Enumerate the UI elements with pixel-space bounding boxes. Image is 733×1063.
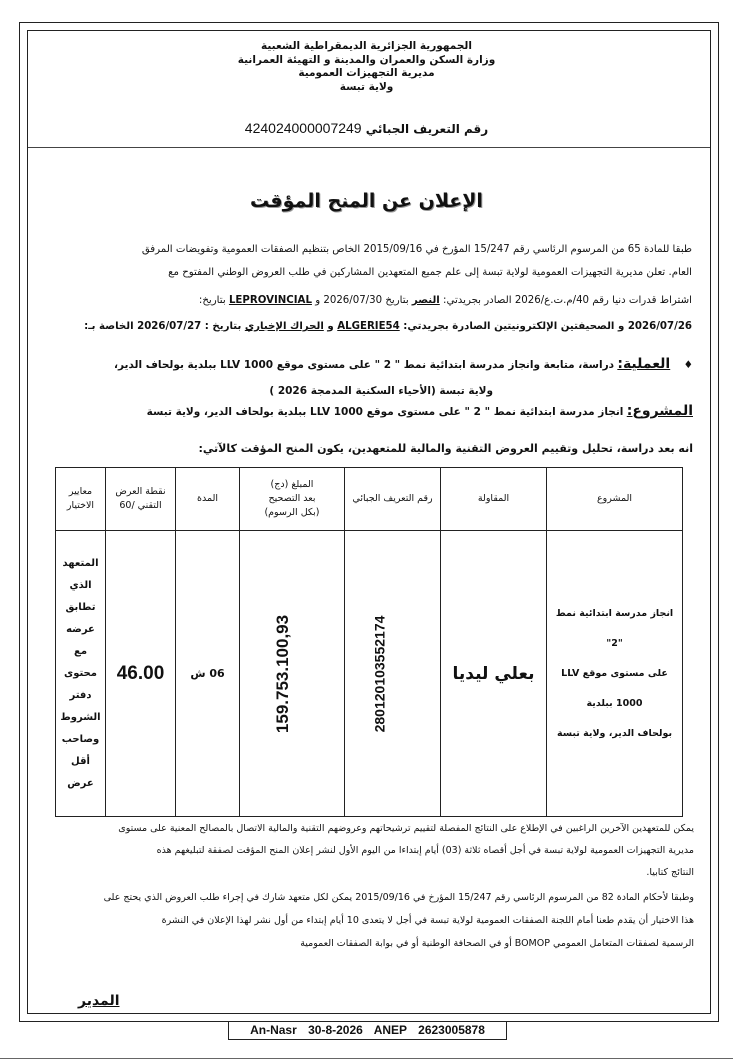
criteria-line: الشروط (60, 711, 101, 723)
footer-p2-line-2: هذا الاختيار أن يقدم طعنا أمام اللجنة الصفقات العمومية لولاية تبسة في أجل لا يتعدى 10 أيام إبتداء من أول نشر لهذا الإعلان في النشرة (161, 915, 694, 926)
criteria-line: دفتر (69, 689, 92, 701)
cell-amount-value: 159.753.100,93 (272, 614, 292, 733)
cell-project-line-2: على مستوى موقع LLV 1000 ببلدية (561, 667, 668, 709)
cell-tax-id-value: 280120103552174 (371, 615, 388, 733)
header-line-directorate: مديرية التجهيزات العمومية (298, 67, 435, 79)
th-amount-line-1: المبلغ (دج) (270, 479, 314, 490)
newspaper-hirak: الحراك الإخباري (244, 321, 324, 332)
newspaper-nasr: النصر (411, 295, 440, 306)
tax-id-label: رقم التعريف الجبائي (365, 122, 489, 136)
operation-line-2: ولاية تبسة (الأحياء السكنية المدمجة 2026 ) (269, 385, 493, 397)
cell-contractor: بعلي ليديا (441, 531, 547, 817)
cell-project-line-3: بولحاف الدير، ولاية تبسة (556, 727, 673, 739)
cell-tax-id (345, 531, 441, 817)
project-block (53, 403, 693, 419)
th-tax-id: رقم التعريف الجبائي (345, 468, 441, 531)
project-label: المشروع: (626, 403, 693, 419)
th-score-line-2: التقني /60 (119, 500, 162, 511)
intro-4a: 2026/07/26 و الصحيفتين الإلكترونيتين الصادرة بجريدتي: (403, 321, 692, 332)
table-header-row (56, 468, 683, 531)
page-title: الإعلان عن المنح المؤقت (250, 190, 483, 212)
operation-line-1: دراسة، متابعة وانجاز مدرسة ابتدائية نمط " 2 " على مستوى موقع LLV 1000 ببلدية بولحاف الدير، (114, 359, 614, 371)
th-duration: المدة (176, 468, 240, 531)
criteria-line: الذي (69, 579, 92, 591)
criteria-line: تطابق (65, 601, 96, 613)
intro-4e: بتاريخ : 2026/07/27 الخاصة بـ: (84, 321, 242, 332)
result-intro: انه بعد دراسة، تحليل وتقييم العروض التقنية والمالية للمتعهدين، يكون المنح المؤقت كالآتي: (198, 442, 693, 455)
cell-project (547, 531, 683, 817)
intro-line-2: العام. تعلن مديرية التجهيزات العمومية لولاية تبسة إلى علم جميع المتعهدين المشاركين في طلب العروض الوطني المفتوح مع (168, 267, 692, 278)
th-amount (240, 468, 345, 531)
table-row (56, 531, 683, 817)
criteria-line: أقل عرض (67, 755, 94, 789)
header-line-wilaya: ولاية تبسة (339, 80, 394, 93)
cell-duration: 06 ش (176, 531, 240, 817)
intro-3c: بتاريخ 2026/07/30 و (315, 295, 409, 306)
criteria-line: المتعهد (62, 557, 99, 569)
header-divider (28, 147, 710, 148)
newspaper-algerie54: ALGERIE54 (337, 321, 400, 332)
th-project: المشروع (547, 468, 683, 531)
criteria-line: محتوى (64, 667, 97, 679)
intro-line-3 (60, 294, 692, 307)
cell-criteria (56, 531, 106, 817)
intro-3a: اشتراط قدرات دنيا رقم 40/م.ت.ع/2026 الصادر بجريدتي: (443, 295, 692, 306)
th-amount-line-3: (بكل الرسوم) (264, 507, 320, 518)
criteria-line: وصاحب (61, 733, 100, 745)
intro-4c: و (327, 321, 334, 332)
th-contractor: المقاولة (441, 468, 547, 531)
intro-3e: بتاريخ: (198, 295, 226, 306)
tax-id-number: 424024000007249 (244, 120, 362, 136)
newspaper-leprovincial: LEPROVINCIAL (228, 295, 312, 306)
letterhead (0, 40, 733, 94)
project-text: انجاز مدرسة ابتدائية نمط " 2 " على مستوى موقع LLV 1000 ببلدية بولحاف الدير، ولاية تبسة (146, 406, 624, 418)
footer-p2-line-1: وطبقا لأحكام المادة 82 من المرسوم الرئاسي رقم 15/247 المؤرخ في 2015/09/16 يمكن لكل متعهد شارك في إجراء طلب العروض الذي يحتج على (103, 892, 694, 903)
footer-p1-line-2: مديرية التجهيزات العمومية لولاية تبسة في أجل أقصاه ثلاثة (03) أيام إبتداءا من اليوم الأول لنشر إعلان المنح المؤقت لصفقة لتبليغهم هذه (156, 845, 694, 856)
footer-p1-line-3: النتائج كتابيا. (646, 867, 694, 878)
award-table (55, 467, 683, 817)
operation-block (53, 351, 693, 404)
criteria-line: عرضه مع (66, 623, 95, 657)
cell-score: 46.00 (106, 531, 176, 817)
th-score-line-1: نقطة العرض (115, 486, 166, 497)
th-criteria (56, 468, 106, 531)
th-amount-line-2: بعد التصحيح (268, 493, 316, 504)
footer-p1-line-1: يمكن للمتعهدين الآخرين الراغبين في الإطلاع على النتائج المفصلة لتقييم ترشيحاتهم وعروضهم التقنية والمالية الاتصال بالمصالح المعنية على مستوى (118, 823, 694, 834)
th-criteria-line-1: معايير (68, 486, 93, 497)
operation-label: العملية: (617, 356, 671, 372)
tax-id-line (0, 120, 733, 136)
footer-p2-line-3: الرسمية لصفقات المتعامل العمومي BOMOP أو في الصحافة الوطنية أو في بوابة الصفقات العمومية (300, 938, 694, 949)
header-line-republic: الجمهورية الجزائرية الديمقراطية الشعبية (261, 40, 472, 52)
th-score (106, 468, 176, 531)
cell-amount (240, 531, 345, 817)
bullet-icon: ♦ (683, 359, 693, 371)
anep-reference: An-Nasr 30-8-2026 ANEP 2623005878 (228, 1021, 507, 1040)
intro-line-1: طبقا للمادة 65 من المرسوم الرئاسي رقم 15/247 المؤرخ في 2015/09/16 الخاص بتنظيم الصفقات العمومية وتفويضات المرفق (141, 244, 692, 255)
th-criteria-line-2: الاختيار (66, 500, 95, 511)
cell-project-line-1: انجاز مدرسة ابتدائية نمط "2" (555, 607, 674, 649)
page-bottom-line (0, 1058, 733, 1059)
intro-line-4 (60, 320, 692, 333)
signature-director: المدير (78, 993, 120, 1009)
header-line-ministry: وزارة السكن والعمران والمدينة و التهيئة العمرانية (237, 53, 496, 66)
